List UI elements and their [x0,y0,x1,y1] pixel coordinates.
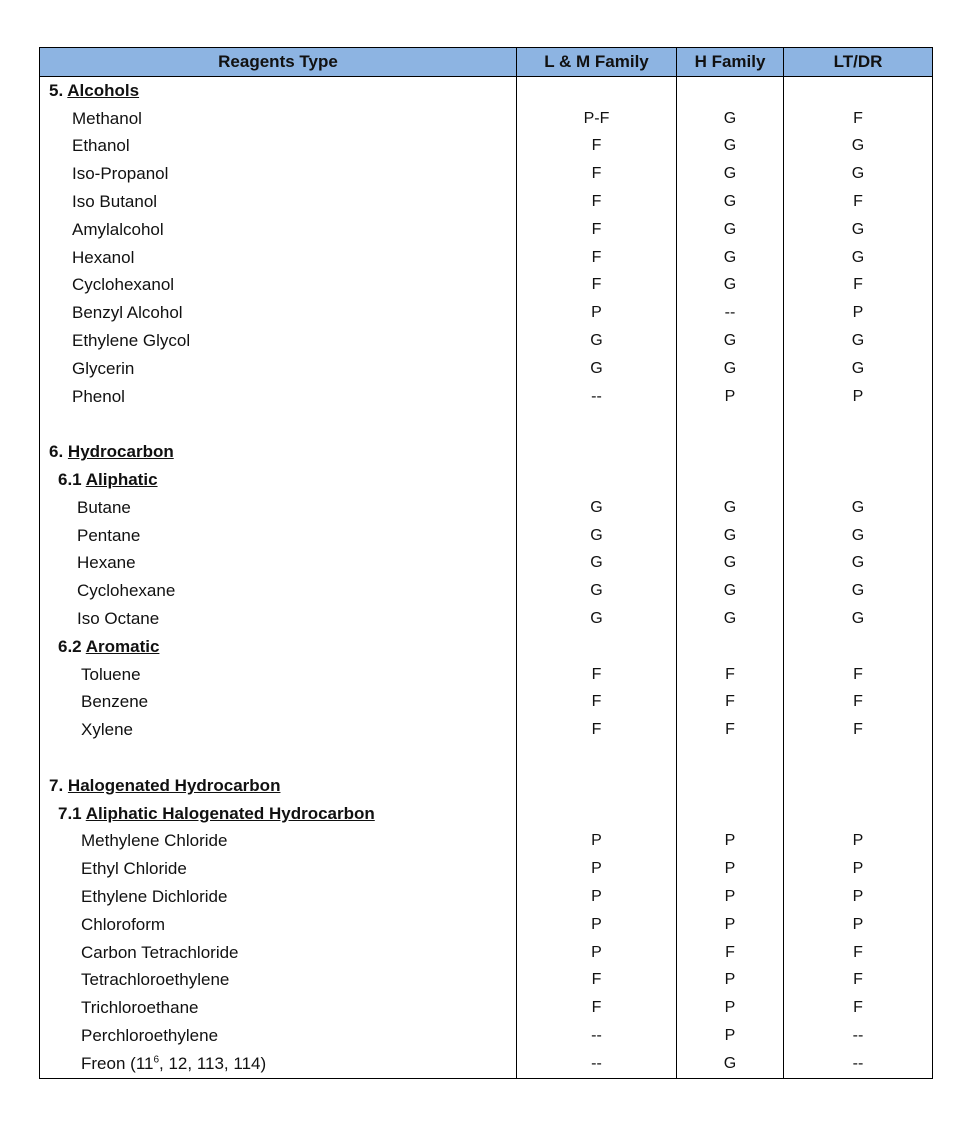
reagent-name-text: Ethyl Chloride [81,859,187,879]
lt-dr-rating: F [784,939,933,967]
section-title: Aromatic [85,636,160,656]
table-row [40,105,933,133]
table-row [40,327,933,355]
table-row [40,577,933,605]
reagent-name-text: Phenol [72,386,125,406]
lm-family-rating: F [517,994,677,1022]
h-family-rating: G [677,522,784,550]
reagent-name [40,716,517,744]
lt-dr-rating: -- [784,1022,933,1050]
h-family-rating: G [677,133,784,161]
section-row [40,633,933,661]
lt-dr-rating: F [784,105,933,133]
reagent-name [40,299,517,327]
h-family-rating: P [677,994,784,1022]
lt-dr-rating: F [784,689,933,717]
table-row [40,272,933,300]
lm-family-rating: G [517,605,677,633]
h-family-rating: -- [677,299,784,327]
lm-family-rating: P-F [517,105,677,133]
lm-family-rating: F [517,188,677,216]
reagent-name [40,939,517,967]
section-row [40,772,933,800]
reagent-name [40,911,517,939]
h-family-rating: G [677,550,784,578]
reagent-name-text: Hexane [77,553,136,573]
h-family-rating: F [677,661,784,689]
header-lt-dr: LT/DR [784,48,933,77]
table-row [40,883,933,911]
reagent-name [40,689,517,717]
lm-family-rating: F [517,661,677,689]
reagent-name [40,272,517,300]
freon-detail-superscript: 6 [153,1054,160,1066]
lt-dr-rating: F [784,967,933,995]
reagent-name [40,160,517,188]
lt-dr-rating: P [784,911,933,939]
lm-family-rating: F [517,244,677,272]
reagent-name-text: Trichloroethane [81,998,199,1018]
reagent-name [40,994,517,1022]
lm-family-rating: F [517,133,677,161]
lt-dr-rating: G [784,160,933,188]
reagent-name-text: Pentane [77,525,141,545]
section-number: 7. [49,775,64,795]
reagent-name-text: Perchloroethylene [81,1025,219,1045]
section-heading-aliphatic-halogenated-hydrocarbon [40,800,517,828]
table-row [40,355,933,383]
reagent-name [40,883,517,911]
h-family-rating: P [677,828,784,856]
header-reagents-type: Reagents Type [40,48,517,77]
h-family-rating: G [677,577,784,605]
section-heading-aliphatic [40,466,517,494]
reagent-name-text: Xylene [81,720,133,740]
reagent-name-text: Toluene [81,664,141,684]
lt-dr-rating: P [784,828,933,856]
lm-family-rating: F [517,272,677,300]
reagent-name [40,327,517,355]
lm-family-rating: F [517,967,677,995]
table-row [40,967,933,995]
lm-family-rating: G [517,577,677,605]
h-family-rating: G [677,327,784,355]
table-row [40,160,933,188]
reagent-name-text: Ethanol [72,136,130,156]
h-family-rating: G [677,1050,784,1078]
lm-family-rating: G [517,327,677,355]
h-family-rating: G [677,244,784,272]
section-number: 7.1 [58,803,82,823]
reagent-name [40,550,517,578]
reagent-name [40,355,517,383]
h-family-rating: P [677,383,784,411]
lt-dr-rating: G [784,327,933,355]
lt-dr-rating: F [784,272,933,300]
reagent-name [40,105,517,133]
lm-family-rating: F [517,716,677,744]
reagent-name [40,855,517,883]
h-family-rating: P [677,967,784,995]
lm-family-rating: P [517,299,677,327]
lt-dr-rating: -- [784,1050,933,1078]
lm-family-rating: P [517,883,677,911]
section-title: Hydrocarbon [67,442,174,462]
lt-dr-rating: G [784,133,933,161]
reagent-name-text: Butane [77,497,131,517]
reagent-name [40,244,517,272]
lm-family-rating: P [517,911,677,939]
reagent-name [40,383,517,411]
lm-family-rating: F [517,160,677,188]
reagent-name [40,1050,517,1078]
section-heading-halogenated-hydrocarbon [40,772,517,800]
reagent-name-text: Cyclohexanol [72,275,175,295]
section-number: 6. [49,442,64,462]
reagent-name-text: Amylalcohol [72,219,164,239]
header-row [40,48,933,77]
h-family-rating: G [677,105,784,133]
lm-family-rating: G [517,355,677,383]
h-family-rating: F [677,716,784,744]
h-family-rating: G [677,605,784,633]
h-family-rating: G [677,160,784,188]
table-row [40,216,933,244]
table-row [40,550,933,578]
table-row [40,828,933,856]
lm-family-rating: G [517,550,677,578]
section-title: Aliphatic Halogenated Hydrocarbon [85,803,375,823]
table-row [40,994,933,1022]
h-family-rating: P [677,911,784,939]
section-heading-aromatic [40,633,517,661]
lm-family-rating: P [517,855,677,883]
reagent-name-text: Hexanol [72,247,135,267]
lm-family-rating: -- [517,1050,677,1078]
table-row [40,133,933,161]
header-lm-family: L & M Family [517,48,677,77]
section-heading-hydrocarbon [40,438,517,466]
section-row [40,800,933,828]
table-row [40,1022,933,1050]
spacer-row [40,411,933,439]
lt-dr-rating: P [784,383,933,411]
table-row [40,244,933,272]
h-family-rating: G [677,216,784,244]
reagent-name-text: Glycerin [72,358,135,378]
lm-family-rating: P [517,939,677,967]
h-family-rating: P [677,855,784,883]
table-row [40,522,933,550]
lt-dr-rating: G [784,605,933,633]
table-row [40,939,933,967]
reagent-name [40,661,517,689]
section-number: 6.2 [58,636,82,656]
reagent-name [40,605,517,633]
lt-dr-rating: F [784,994,933,1022]
reagent-name-text: Freon [81,1053,126,1073]
h-family-rating: F [677,939,784,967]
lt-dr-rating: F [784,188,933,216]
table-row [40,188,933,216]
h-family-rating: F [677,689,784,717]
reagent-name [40,216,517,244]
reagent-name-text: Iso Butanol [72,192,158,212]
h-family-rating: G [677,494,784,522]
reagent-name [40,1022,517,1050]
section-title: Halogenated Hydrocarbon [67,775,281,795]
reagent-name-text: Iso-Propanol [72,164,169,184]
reagent-name-text: Benzene [81,692,149,712]
reagents-compatibility-table [39,47,933,1079]
reagent-name [40,494,517,522]
lt-dr-rating: F [784,661,933,689]
lt-dr-rating: G [784,550,933,578]
reagent-name-text: Benzyl Alcohol [72,303,183,323]
reagent-name [40,522,517,550]
reagent-name [40,967,517,995]
reagent-name [40,828,517,856]
reagent-name [40,577,517,605]
reagent-name-text: Ethylene Glycol [72,331,191,351]
freon-detail-suffix: , 12, 113, 114) [159,1053,267,1073]
section-row [40,77,933,105]
lm-family-rating: -- [517,1022,677,1050]
section-number: 6.1 [58,470,82,490]
lm-family-rating: G [517,494,677,522]
lt-dr-rating: G [784,244,933,272]
lm-family-rating: F [517,689,677,717]
section-title: Aliphatic [85,470,158,490]
lt-dr-rating: P [784,855,933,883]
table-row [40,1050,933,1078]
lm-family-rating: -- [517,383,677,411]
reagent-name-text: Carbon Tetrachloride [81,942,239,962]
lm-family-rating: G [517,522,677,550]
section-heading-alcohols [40,77,517,105]
section-row [40,466,933,494]
reagent-name-text: Ethylene Dichloride [81,887,228,906]
lt-dr-rating: G [784,494,933,522]
h-family-rating: G [677,355,784,383]
table-row [40,605,933,633]
table-row [40,855,933,883]
reagent-name-text: Methylene Chloride [81,831,228,851]
lt-dr-rating: F [784,716,933,744]
lm-family-rating: F [517,216,677,244]
reagent-name-text: Chloroform [81,914,166,934]
reagent-name [40,188,517,216]
table-row [40,689,933,717]
h-family-rating: G [677,188,784,216]
section-row [40,438,933,466]
h-family-rating: G [677,272,784,300]
section-number: 5. [49,80,64,100]
reagent-name-text: Tetrachloroethylene [81,970,230,990]
section-title: Alcohols [67,80,140,100]
lt-dr-rating: G [784,577,933,605]
header-h-family: H Family [677,48,784,77]
lt-dr-rating: P [784,299,933,327]
table-row [40,383,933,411]
lt-dr-rating: P [784,883,933,911]
table-row [40,494,933,522]
table-row [40,661,933,689]
spacer-row [40,744,933,772]
table-row [40,299,933,327]
reagent-name-text: Methanol [72,108,142,128]
lm-family-rating: P [517,828,677,856]
lt-dr-rating: G [784,355,933,383]
lt-dr-rating: G [784,216,933,244]
reagent-name-text: Iso Octane [77,609,160,629]
freon-detail-prefix: (11 [130,1053,154,1073]
h-family-rating: P [677,883,784,911]
table-row [40,716,933,744]
reagent-name-text: Cyclohexane [77,581,176,601]
h-family-rating: P [677,1022,784,1050]
reagent-name [40,133,517,161]
table-row [40,911,933,939]
lt-dr-rating: G [784,522,933,550]
